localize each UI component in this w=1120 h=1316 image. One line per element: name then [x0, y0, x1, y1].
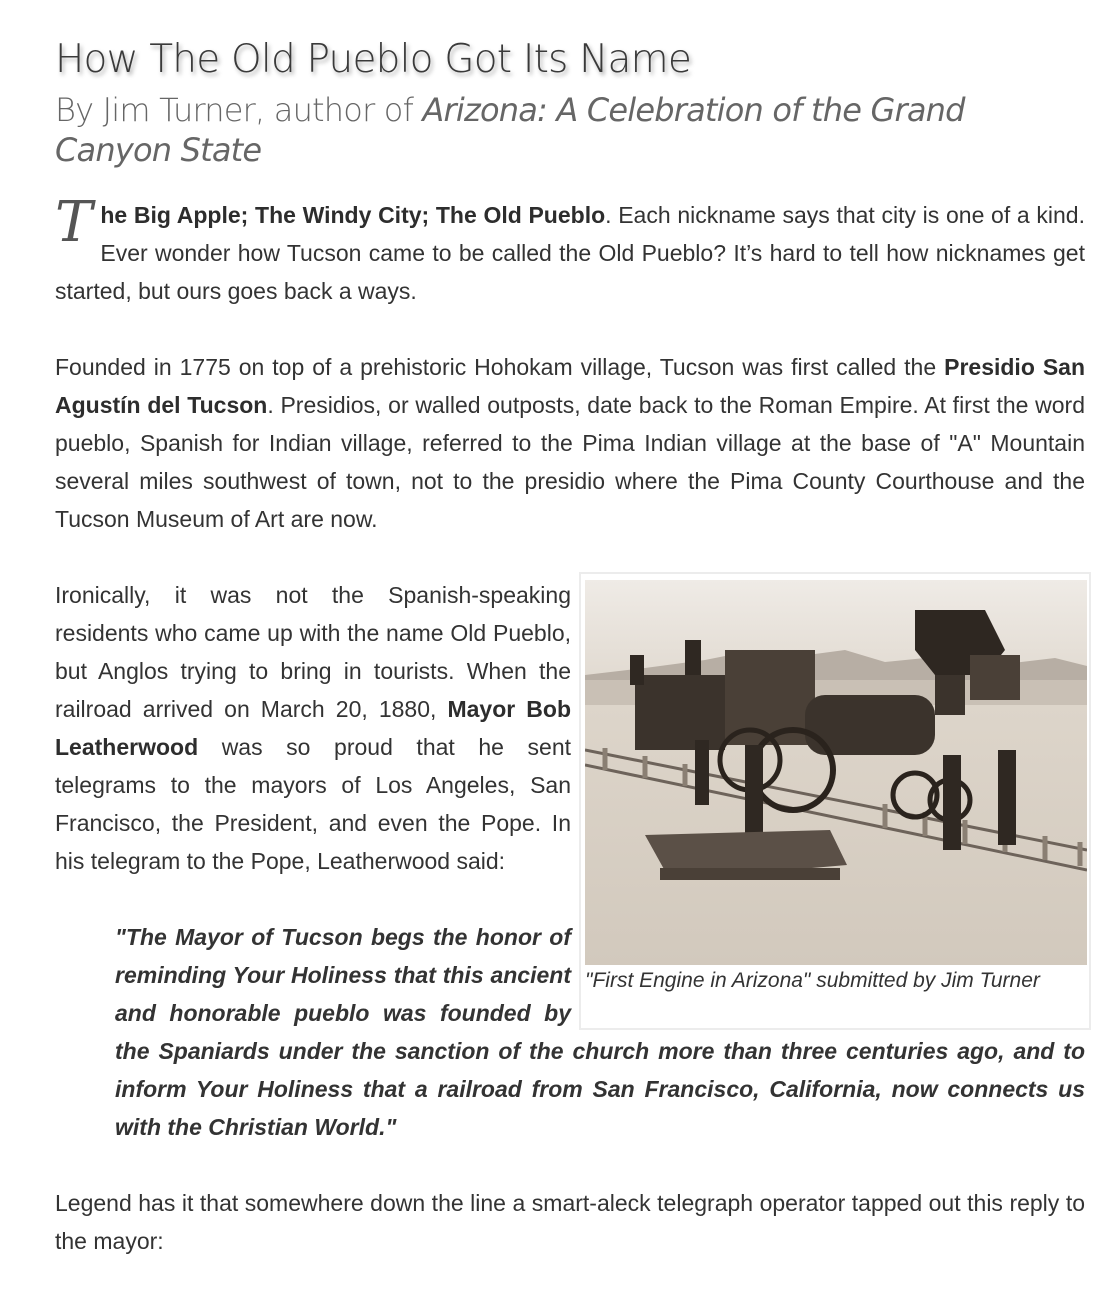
drop-cap: T	[55, 190, 93, 255]
intro-paragraph	[55, 190, 1085, 310]
history-paragraph	[55, 348, 1085, 538]
telegram-section	[55, 576, 1085, 1146]
intro-text: . Each nickname says that city is one of a kind. Ever wonder how Tucson came to be called the Old Pueblo? It’s hard to tell how nicknames get started, but ours goes back a ways.	[55, 202, 1085, 304]
telegram-text-2: was so proud that he sent telegrams to the mayors of Los Angeles, San Francisco, the President, and even the Pope. In his telegram to the Pope, Leatherwood said:	[55, 734, 571, 874]
photo-caption: "First Engine in Arizona" submitted by Jim Turner	[585, 969, 1040, 992]
telegram-text-1: Ironically, it was not the Spanish-speaking residents who came up with the name Old Pueblo, but Anglos trying to bring in tourists. When the railroad arrived on March 20, 1880,	[55, 582, 571, 722]
page-title: How The Old Pueblo Got Its Name	[55, 37, 692, 82]
byline-prefix: By Jim Turner, author of	[55, 91, 423, 129]
photo-figure	[579, 572, 1091, 1030]
book-title: Arizona: A Celebration of the Grand Canyon State	[55, 91, 965, 169]
photo-ties-stack	[645, 830, 847, 880]
legend-paragraph: Legend has it that somewhere down the line a smart-aleck telegraph operator tapped out this reply to the mayor:	[55, 1190, 1085, 1254]
train-photo	[585, 580, 1087, 965]
mayor-name: Mayor Bob Leatherwood	[55, 696, 571, 760]
presidio-name: Presidio San Agustín del Tucson	[55, 354, 1086, 418]
history-text-1: Founded in 1775 on top of a prehistoric Hohokam village, Tucson was first called the	[55, 354, 945, 380]
byline	[55, 90, 1085, 170]
article	[55, 30, 1085, 1260]
history-text-2: . Presidios, or walled outposts, date back to the Roman Empire. At first the word pueblo, Spanish for Indian village, referred to the Pima Indian village at the base of "A" Mountain several miles southwest of town, not to the presidio where the Pima County Courthouse and the Tucson Museum of Art are now.	[55, 392, 1085, 532]
quote-text: "The Mayor of Tucson begs the honor of reminding Your Holiness that this ancient and honorable pueblo was founded by the Spaniards under the sanction of the church more than three centuries ago, and to inform Your Holiness that a railroad from San Francisco, California, now connects us with the Christian World."	[115, 924, 1085, 1140]
intro-bold: he Big Apple; The Windy City; The Old Pueblo	[100, 202, 606, 228]
